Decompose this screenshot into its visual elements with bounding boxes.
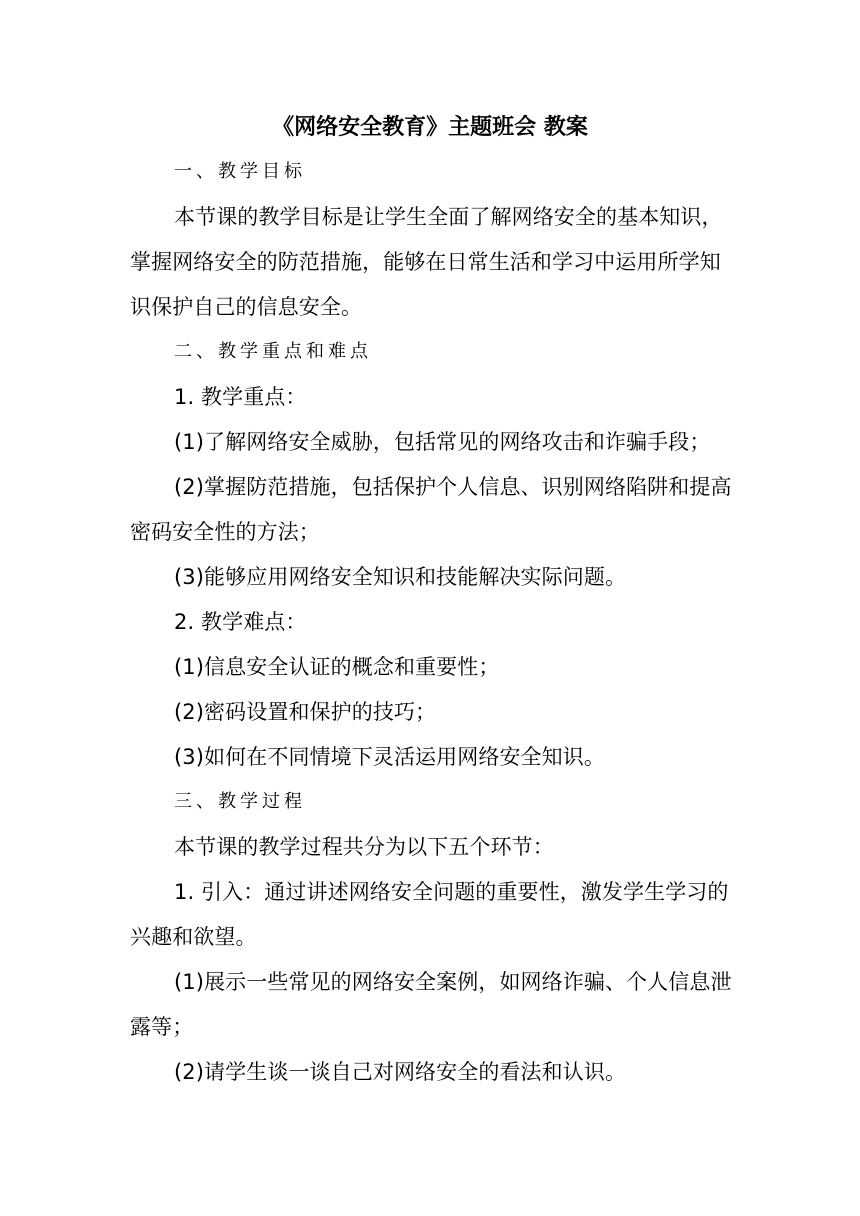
- section-heading-teaching-process: 三、教学过程: [174, 791, 306, 812]
- section-heading-teaching-goals: 一、教学目标: [174, 161, 306, 182]
- section-heading-key-and-difficult-points: 二、教学重点和难点: [174, 341, 372, 362]
- paragraph-step-intro-item-1: (1)展示一些常见的网络安全案例，如网络诈骗、个人信息泄露等；: [130, 970, 732, 1039]
- paragraph-difficult-points-heading: 2. 教学难点：: [174, 610, 307, 634]
- paragraph-key-point-2: (2)掌握防范措施，包括保护个人信息、识别网络陷阱和提高密码安全性的方法；: [130, 475, 732, 544]
- paragraph-process-intro: 本节课的教学过程共分为以下五个环节：: [174, 835, 554, 859]
- paragraph-difficult-point-1: (1)信息安全认证的概念和重要性；: [174, 655, 500, 679]
- document-title: 《网络安全教育》主题班会 教案: [272, 115, 588, 140]
- paragraph-difficult-point-2: (2)密码设置和保护的技巧；: [174, 700, 437, 724]
- paragraph-key-point-1: (1)了解网络安全威胁，包括常见的网络攻击和诈骗手段；: [174, 430, 711, 454]
- paragraph-key-points-heading: 1. 教学重点：: [174, 385, 307, 409]
- paragraph-step-intro-item-2: (2)请学生谈一谈自己对网络安全的看法和认识。: [174, 1060, 627, 1084]
- paragraph-teaching-goals: 本节课的教学目标是让学生全面了解网络安全的基本知识，掌握网络安全的防范措施，能够在日常生活和学习中运用所学知识保护自己的信息安全。: [130, 205, 723, 319]
- paragraph-difficult-point-3: (3)如何在不同情境下灵活运用网络安全知识。: [174, 745, 605, 769]
- paragraph-step-intro: 1. 引入：通过讲述网络安全问题的重要性，激发学生学习的兴趣和欲望。: [130, 880, 729, 949]
- paragraph-key-point-3: (3)能够应用网络安全知识和技能解决实际问题。: [174, 565, 627, 589]
